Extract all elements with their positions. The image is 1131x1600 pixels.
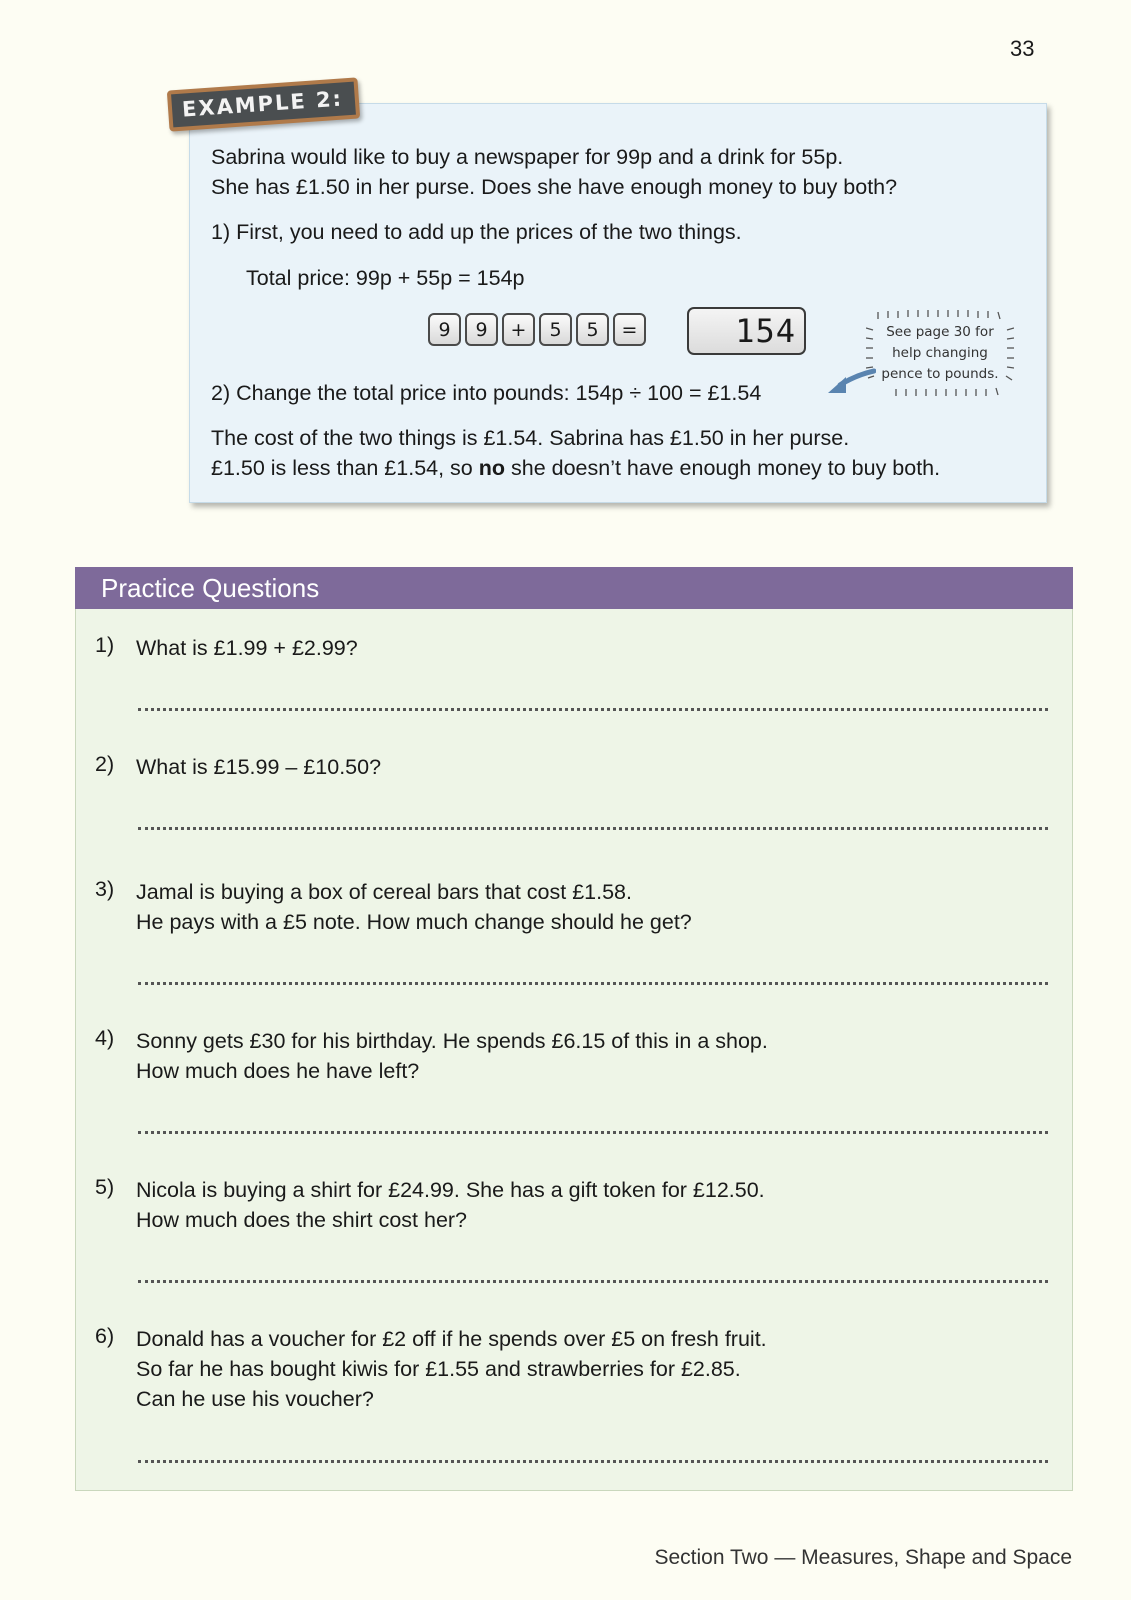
calculator-key: 5 [576,313,609,346]
question-line: How much does the shirt cost her? [136,1208,468,1232]
question-text [136,1175,765,1235]
calculator-key: 9 [428,313,461,346]
example-conclusion-2 [211,453,940,483]
question-number: 2) [95,752,115,776]
question-line: What is £1.99 + £2.99? [136,636,358,660]
footer-section-title: Section Two — Measures, Shape and Space [654,1546,1072,1569]
question-line: So far he has bought kiwis for £1.55 and strawberries for £2.85. [136,1357,741,1381]
page-number: 33 [1010,36,1035,61]
calculator-key: + [502,313,535,346]
calculator-key: = [613,313,646,346]
question-line: Sonny gets £30 for his birthday. He spends £6.15 of this in a shop. [136,1029,768,1053]
question-line: How much does he have left? [136,1059,420,1083]
tip-line-1: See page 30 for [886,324,994,340]
question-number: 1) [95,633,115,657]
question-text [136,877,692,937]
question-line: He pays with a £5 note. How much change should he get? [136,910,692,934]
question-line: Donald has a voucher for £2 off if he spends over £5 on fresh fruit. [136,1327,767,1351]
question-number: 6) [95,1324,115,1348]
conclusion-text: she doesn’t have enough money to buy both. [505,456,941,480]
question-text [136,1324,767,1414]
answer-line[interactable] [138,1131,1048,1134]
calculator-key: 9 [465,313,498,346]
question-number: 4) [95,1026,115,1050]
answer-line[interactable] [138,1460,1048,1463]
example-tag-label: EXAMPLE 2: [181,86,344,122]
example-step-2: 2) Change the total price into pounds: 154p ÷ 100 = £1.54 [211,381,762,405]
question-line: Can he use his voucher? [136,1387,374,1411]
tip-callout [866,310,1014,396]
question-text [136,752,381,782]
question-line: Jamal is buying a box of cereal bars that cost £1.58. [136,880,632,904]
question-line: Nicola is buying a shirt for £24.99. She has a gift token for £12.50. [136,1178,765,1202]
calculator-keys [428,313,646,346]
tip-text [866,322,1014,385]
conclusion-emphasis: no [478,456,506,480]
question-number: 3) [95,877,115,901]
question-text [136,633,358,663]
practice-questions-title: Practice Questions [75,567,1073,609]
example-intro-line-1: Sabrina would like to buy a newspaper for 99p and a drink for 55p. [211,145,844,169]
question-text [136,1026,768,1086]
example-total-price: Total price: 99p + 55p = 154p [246,266,525,290]
arrow-icon [826,367,876,397]
answer-line[interactable] [138,1280,1048,1283]
calculator-display: 154 [687,307,806,355]
example-step-1: 1) First, you need to add up the prices of the two things. [211,220,742,244]
question-line: What is £15.99 – £10.50? [136,755,382,779]
conclusion-text: £1.50 is less than £1.54, so [211,456,479,480]
answer-line[interactable] [138,982,1048,985]
example-intro-line-2: She has £1.50 in her purse. Does she have enough money to buy both? [211,175,898,199]
answer-line[interactable] [138,827,1048,830]
example-conclusion-1: The cost of the two things is £1.54. Sabrina has £1.50 in her purse. [211,426,850,450]
answer-line[interactable] [138,708,1048,711]
calculator-key: 5 [539,313,572,346]
question-number: 5) [95,1175,115,1199]
tip-line-3: pence to pounds. [881,366,999,382]
tip-line-2: help changing [892,345,988,361]
